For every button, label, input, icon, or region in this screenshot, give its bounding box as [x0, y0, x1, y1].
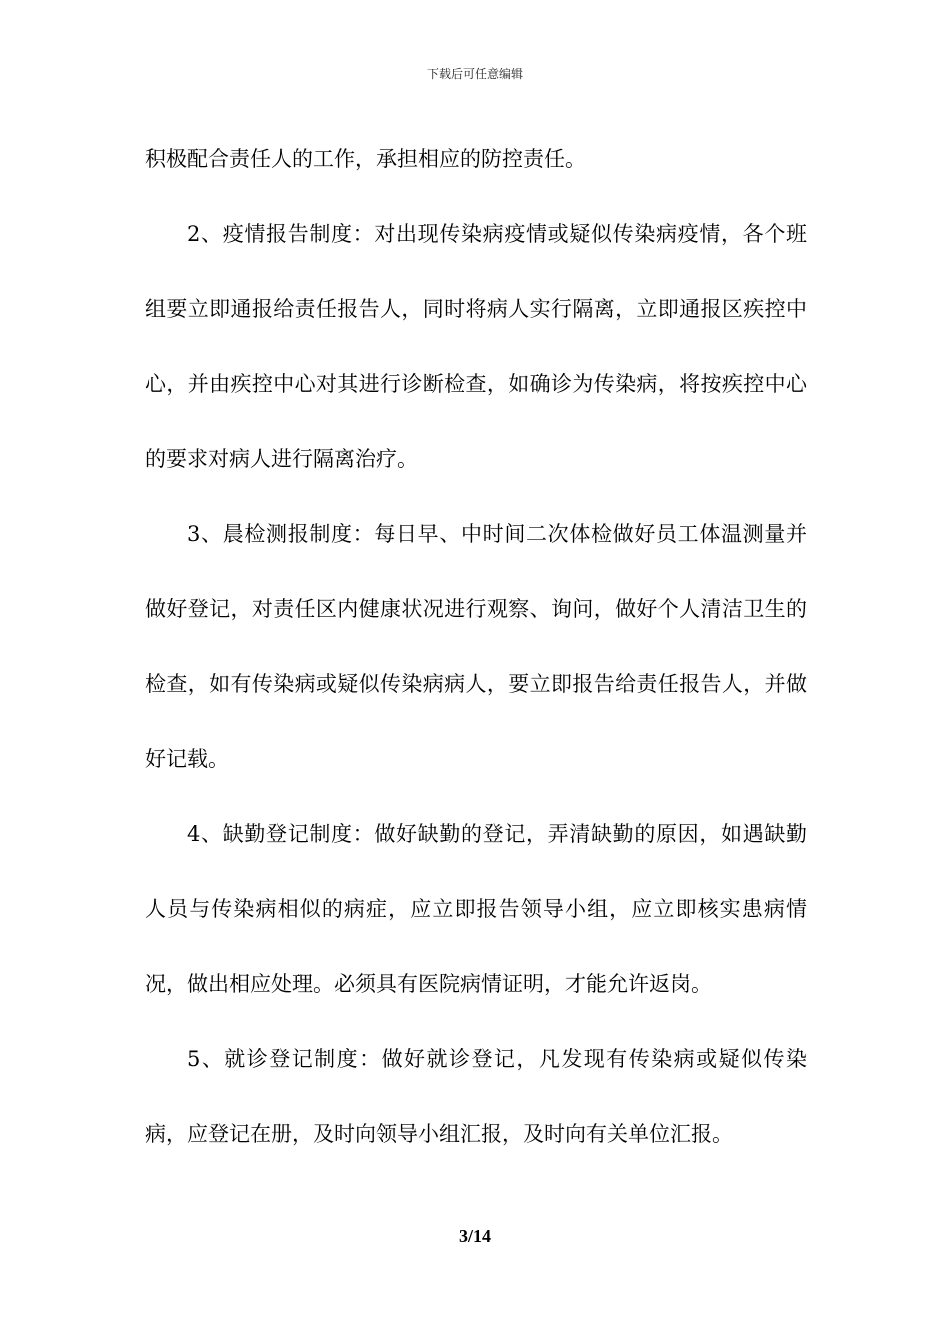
paragraph-morning-check: 3、晨检测报制度：每日早、中时间二次体检做好员工体温测量并做好登记，对责任区内健康状况进行观察、询问，做好个人清洁卫生的检查，如有传染病或疑似传染病病人，要立即报告给责任报告人，并做好记载。 — [145, 522, 807, 771]
page-number: 3/14 — [458, 1226, 491, 1246]
header-note: 下载后可任意编辑 — [426, 67, 523, 81]
document-body — [145, 122, 807, 1172]
paragraph-visit-registration: 5、就诊登记制度：做好就诊登记，凡发现有传染病或疑似传染病，应登记在册，及时向领导小组汇报，及时向有关单位汇报。 — [145, 1047, 807, 1146]
paragraph-continuation: 积极配合责任人的工作，承担相应的防控责任。 — [145, 147, 586, 171]
paragraph-absence-registration: 4、缺勤登记制度：做好缺勤的登记，弄清缺勤的原因，如遇缺勤人员与传染病相似的病症，应立即报告领导小组，应立即核实患病情况，做出相应处理。必须具有医院病情证明，才能允许返岗。 — [145, 822, 807, 996]
paragraph-epidemic-report: 2、疫情报告制度：对出现传染病疫情或疑似传染病疫情，各个班组要立即通报给责任报告人，同时将病人实行隔离，立即通报区疾控中心，并由疾控中心对其进行诊断检查，如确诊为传染病，将按疾控中心的要求对病人进行隔离治疗。 — [145, 222, 807, 471]
